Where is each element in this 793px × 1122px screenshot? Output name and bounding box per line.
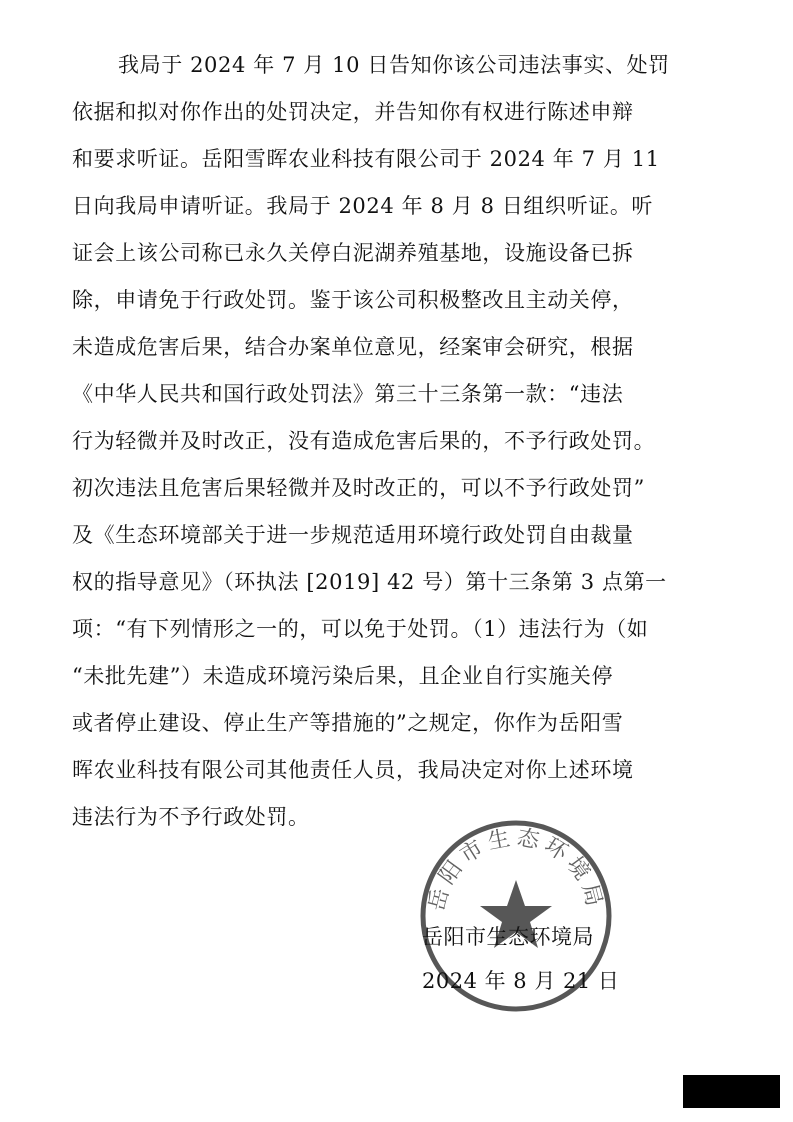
paragraph-line: 证会上该公司称已永久关停白泥湖养殖基地，设施设备已拆 [72,241,634,265]
paragraph-line: 行为轻微并及时改正，没有造成危害后果的，不予行政处罚。 [72,429,656,453]
decision-paragraph [72,42,722,841]
paragraph-line: “未批先建”）未造成环境污染后果，且企业自行实施关停 [72,664,614,688]
signature-block [418,915,648,1003]
redaction-block [683,1075,780,1108]
paragraph-line: 《中华人民共和国行政处罚法》第三十三条第一款：“违法 [72,382,624,406]
issue-date: 2024 年 8 月 21 日 [422,969,620,993]
paragraph-line: 我局于 2024 年 7 月 10 日告知你该公司违法事实、处罚 [118,53,670,77]
paragraph-line: 项：“有下列情形之一的，可以免于处罚。（1）违法行为（如 [72,617,649,641]
paragraph-line: 除，申请免于行政处罚。鉴于该公司积极整改且主动关停， [72,288,634,312]
paragraph-line: 日向我局申请听证。我局于 2024 年 8 月 8 日组织听证。听 [72,194,654,218]
paragraph-line: 依据和拟对你作出的处罚决定，并告知你有权进行陈述申辩 [72,100,634,124]
paragraph-line: 晖农业科技有限公司其他责任人员，我局决定对你上述环境 [72,758,634,782]
paragraph-line: 违法行为不予行政处罚。 [72,805,310,829]
paragraph-line: 初次违法且危害后果轻微并及时改正的，可以不予行政处罚” [72,476,645,500]
paragraph-line: 权的指导意见》（环执法 [2019] 42 号）第十三条第 3 点第一 [72,570,667,594]
paragraph-line: 未造成危害后果，结合办案单位意见，经案审会研究，根据 [72,335,634,359]
paragraph-line: 及《生态环境部关于进一步规范适用环境行政处罚自由裁量 [72,523,634,547]
paragraph-line: 或者停止建设、停止生产等措施的”之规定，你作为岳阳雪 [72,711,624,735]
seal-text: 岳阳市生态环境局 [424,825,608,914]
paragraph-line: 和要求听证。岳阳雪晖农业科技有限公司于 2024 年 7 月 11 [72,147,660,171]
issuing-authority: 岳阳市生态环境局 [422,925,594,949]
